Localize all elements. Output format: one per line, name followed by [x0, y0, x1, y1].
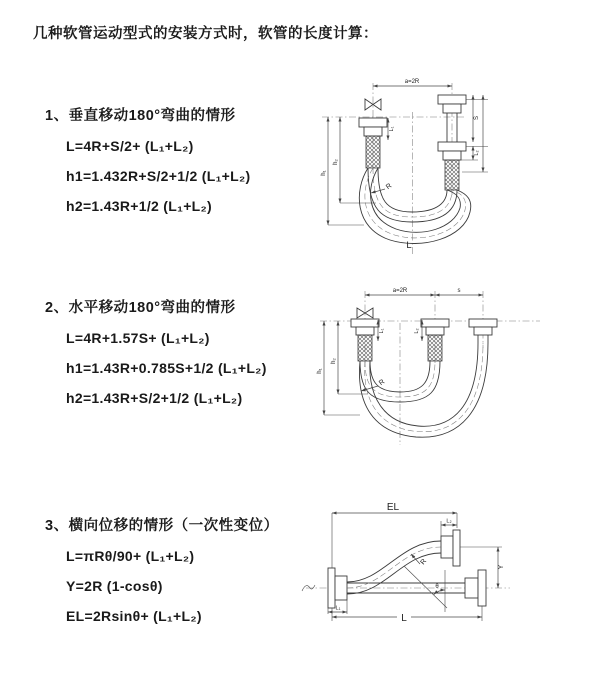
- dim-label-a2r: a=2R: [404, 79, 420, 85]
- dimension-a2r: [365, 288, 435, 295]
- dim-label-l2: L₂: [414, 328, 420, 334]
- diagram-lateral-displacement: [298, 500, 600, 650]
- section-2-formula-h2: h2=1.43R+S/2+1/2 (L₁+L₂): [66, 390, 243, 406]
- dim-label-l2: L₂: [446, 518, 452, 525]
- left-fitting: [351, 319, 379, 361]
- dim-label-l2: L₂: [474, 150, 480, 156]
- right-fitting: [438, 95, 466, 190]
- dim-label-s: S: [474, 115, 480, 121]
- diagram-horizontal-180-bend: [312, 283, 595, 461]
- dim-label-y: Y: [498, 564, 505, 570]
- section-3: [45, 514, 279, 638]
- radius-label: R: [378, 378, 387, 388]
- dim-label-h2: h₂: [331, 358, 337, 364]
- section-3-formula-L: L=πRθ/90+ (L₁+L₂): [66, 548, 195, 564]
- dimension-el: [332, 502, 457, 568]
- section-2-formula-h1: h1=1.43R+0.785S+1/2 (L₁+L₂): [66, 360, 267, 376]
- page-title: 几种软管运动型式的安装方式时，软管的长度计算：: [33, 26, 378, 42]
- dim-label-length: L: [401, 613, 407, 624]
- section-3-formula-Y: Y=2R (1-cosθ): [66, 578, 163, 594]
- right-flange: [465, 570, 486, 606]
- dim-label-el: EL: [386, 502, 400, 513]
- dimension-h1: [317, 321, 360, 415]
- dim-label-h2: h₂: [333, 159, 339, 165]
- dimension-s: [435, 288, 483, 295]
- right-fitting: [469, 319, 497, 343]
- hose-position-2: [359, 343, 488, 437]
- section-2: [45, 296, 267, 420]
- dim-label-a2r: a=2R: [392, 288, 408, 294]
- angle-theta: [404, 566, 447, 612]
- radius-label: R: [419, 557, 429, 567]
- section-1-formula-h1: h1=1.432R+S/2+1/2 (L₁+L₂): [66, 168, 251, 184]
- section-1: [45, 104, 251, 228]
- section-1-heading: 1、垂直移动180°弯曲的情形: [45, 108, 236, 124]
- middle-fitting: [421, 319, 449, 361]
- dim-label-l1: L₁: [335, 605, 341, 612]
- dim-label-length: L: [406, 240, 412, 251]
- dim-label-l1: L₁: [379, 328, 385, 334]
- dim-label-s: s: [457, 288, 461, 294]
- left-flange: [328, 568, 347, 608]
- angle-label: θ: [435, 584, 439, 590]
- dimension-h1: [321, 117, 364, 225]
- radius-label: R: [385, 182, 394, 192]
- dimension-stroke-s: [459, 95, 488, 172]
- left-fitting: [359, 118, 387, 168]
- dimension-l1: [388, 118, 395, 140]
- dim-label-l1: L₁: [389, 126, 395, 132]
- section-1-formula-h2: h2=1.43R+1/2 (L₁+L₂): [66, 198, 213, 214]
- diagram-vertical-180-bend: [312, 70, 595, 262]
- dimension-length: [332, 606, 482, 624]
- section-2-formula-L: L=4R+1.57S+ (L₁+L₂): [66, 330, 210, 346]
- dimension-a2r: [373, 79, 452, 86]
- section-2-heading: 2、水平移动180°弯曲的情形: [45, 300, 236, 316]
- displaced-flange: [441, 530, 460, 566]
- section-3-heading: 3、横向位移的情形（一次性变位）: [45, 518, 279, 534]
- hose-displaced-position: [347, 541, 441, 594]
- dim-label-h1: h₁: [321, 170, 327, 176]
- section-3-formula-EL: EL=2Rsinθ+ (L₁+L₂): [66, 608, 202, 624]
- dim-label-h1: h₁: [317, 368, 323, 374]
- section-1-formula-L: L=4R+S/2+ (L₁+L₂): [66, 138, 194, 154]
